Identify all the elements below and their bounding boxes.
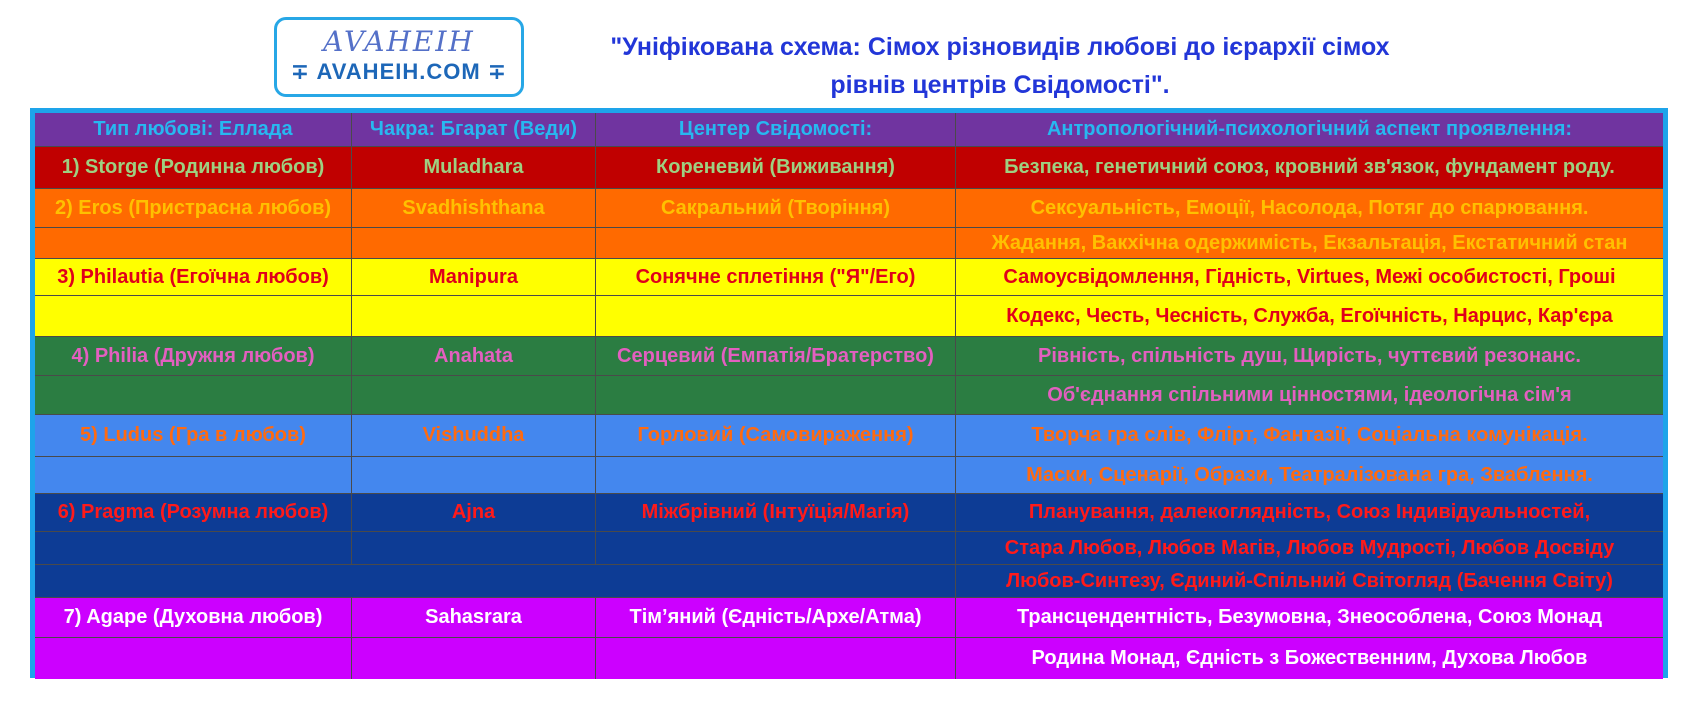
row5-love-type: 5) Ludus (Гра в любов) <box>35 415 352 457</box>
row4-empty-cell <box>596 376 956 415</box>
row7-aspect-2: Родина Монад, Єдність з Божественним, Духова Любов <box>956 638 1663 679</box>
row6-chakra: Ajna <box>352 494 596 532</box>
row2-empty-cell <box>35 228 352 259</box>
row6-aspect-3: Любов-Синтезу, Єдиний-Спільний Світогляд (Бачення Світу) <box>956 565 1663 598</box>
row6-empty-cell <box>352 532 596 565</box>
row6-center: Міжбрівний (Інтуїція/Магія) <box>596 494 956 532</box>
row4-empty-cell <box>35 376 352 415</box>
row6-aspect-2: Стара Любов, Любов Магів, Любов Мудрості, Любов Досвіду <box>956 532 1663 565</box>
row3-empty-cell <box>35 296 352 337</box>
row2-aspect-2: Жадання, Вакхічна одержимість, Екзальтація, Екстатичний стан <box>956 228 1663 259</box>
row6-merged-empty-cell <box>35 565 956 598</box>
row4-aspect-2: Об'єднання спільними цінностями, ідеологічна сім'я <box>956 376 1663 415</box>
row7-empty-cell <box>352 638 596 679</box>
row1-chakra: Muladhara <box>352 147 596 189</box>
row6-empty-cell <box>35 532 352 565</box>
page-title-line-2: рівнів центрів Свідомості". <box>830 71 1170 99</box>
header-consciousness-center: Центер Свідомості: <box>596 113 956 147</box>
row5-empty-cell <box>352 457 596 494</box>
row7-love-type: 7) Agape (Духовна любов) <box>35 598 352 638</box>
row1-aspect-1: Безпека, генетичний союз, кровний зв'язок, фундамент роду. <box>956 147 1663 189</box>
row3-aspect-1: Самоусвідомлення, Гідність, Virtues, Межі особистості, Гроші <box>956 259 1663 296</box>
logo-script-text: AVAHEIH <box>323 25 475 58</box>
love-chakra-table <box>30 108 1668 678</box>
logo-url-text: ∓ AVAHEIH.COM ∓ <box>290 59 508 84</box>
row4-center: Серцевий (Емпатія/Братерство) <box>596 337 956 376</box>
row7-empty-cell <box>35 638 352 679</box>
row3-center: Сонячне сплетіння ("Я"/Его) <box>596 259 956 296</box>
row4-empty-cell <box>352 376 596 415</box>
row7-center: Тім’яний (Єдність/Архе/Атма) <box>596 598 956 638</box>
row4-chakra: Anahata <box>352 337 596 376</box>
row2-empty-cell <box>596 228 956 259</box>
header-love-type: Тип любові: Еллада <box>35 113 352 147</box>
row5-empty-cell <box>596 457 956 494</box>
row5-aspect-2: Маски, Сценарії, Образи, Театралізована гра, Зваблення. <box>956 457 1663 494</box>
row4-aspect-1: Рівність, спільність душ, Щирість, чуттєвий резонанс. <box>956 337 1663 376</box>
table-grid <box>35 113 1663 673</box>
row1-center: Кореневий (Виживання) <box>596 147 956 189</box>
row3-love-type: 3) Philautia (Егоїчна любов) <box>35 259 352 296</box>
row5-center: Горловий (Самовираження) <box>596 415 956 457</box>
row2-chakra: Svadhishthana <box>352 189 596 228</box>
row5-empty-cell <box>35 457 352 494</box>
row2-love-type: 2) Eros (Пристрасна любов) <box>35 189 352 228</box>
row6-aspect-1: Планування, далекоглядність, Союз Індивідуальностей, <box>956 494 1663 532</box>
row3-aspect-2: Кодекс, Честь, Чесність, Служба, Егоїчність, Нарцис, Кар'єра <box>956 296 1663 337</box>
row5-chakra: Vishuddha <box>352 415 596 457</box>
row3-chakra: Manipura <box>352 259 596 296</box>
row7-empty-cell <box>596 638 956 679</box>
row3-empty-cell <box>596 296 956 337</box>
row6-love-type: 6) Pragma (Розумна любов) <box>35 494 352 532</box>
page-title-line-1: "Уніфікована схема: Сімох різновидів любові до ієрархії сімох <box>610 33 1390 61</box>
row4-love-type: 4) Philia (Дружня любов) <box>35 337 352 376</box>
row2-center: Сакральний (Творіння) <box>596 189 956 228</box>
row7-chakra: Sahasrara <box>352 598 596 638</box>
row2-empty-cell <box>352 228 596 259</box>
site-logo[interactable] <box>274 17 524 97</box>
row3-empty-cell <box>352 296 596 337</box>
page-title <box>560 28 1440 104</box>
header-chakra: Чакра: Бгарат (Веди) <box>352 113 596 147</box>
row1-love-type: 1) Storge (Родинна любов) <box>35 147 352 189</box>
row6-empty-cell <box>596 532 956 565</box>
header-aspect: Антропологічний-психологічний аспект проявлення: <box>956 113 1663 147</box>
row7-aspect-1: Трансцендентність, Безумовна, Знеособлена, Союз Монад <box>956 598 1663 638</box>
row2-aspect-1: Сексуальність, Емоції, Насолода, Потяг до спарювання. <box>956 189 1663 228</box>
row5-aspect-1: Творча гра слів, Флірт, Фантазії, Соціальна комунікація. <box>956 415 1663 457</box>
